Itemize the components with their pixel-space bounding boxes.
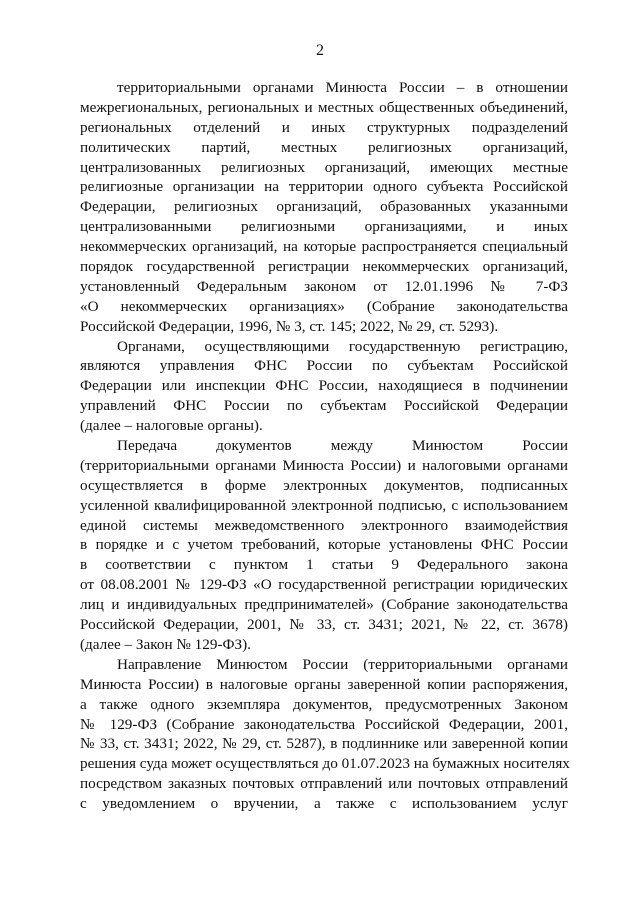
- text-line: № 33, ст. 3431; 2022, № 29, ст. 5287), в подлиннике или заверенной копии: [80, 735, 568, 753]
- text-line: «О некоммерческих организациях» (Собрание законодательства: [80, 297, 568, 315]
- text-line: а также одного экземпляра документов, предусмотренных Законом: [80, 695, 568, 713]
- text-line: являются управления ФНС России по субъектам Российской: [80, 357, 568, 375]
- text-line: № 129-ФЗ (Собрание законодательства Российской Федерации, 2001,: [80, 715, 568, 733]
- text-line: централизованными религиозными организациями, и иных: [80, 218, 568, 236]
- text-line: управлений ФНС России по субъектам Российской Федерации: [80, 397, 568, 415]
- page-number: 2: [316, 42, 324, 59]
- text-line: установленный Федеральным законом от 12.01.1996 № 7-ФЗ: [80, 277, 568, 295]
- text-line: централизованных религиозных организаций, имеющих местные: [80, 158, 568, 176]
- paragraph: [80, 78, 568, 337]
- text-line: Минюста России) в налоговые органы заверенной копии распоряжения,: [80, 675, 568, 693]
- text-line: лиц и индивидуальных предпринимателей» (Собрание законодательства: [80, 596, 568, 614]
- paragraph: [80, 436, 568, 655]
- text-line: с уведомлением о вручении, а также с использованием услуг: [80, 795, 568, 813]
- text-line: усиленной квалифицированной электронной подписью, с использованием: [80, 496, 568, 514]
- text-line: Федерации или инспекции ФНС России, находящиеся в подчинении: [80, 377, 568, 395]
- text-line: территориальными органами Минюста России – в отношении: [117, 79, 568, 96]
- text-line: региональных отделений и иных структурных подразделений: [80, 118, 568, 136]
- text-line: Направление Минюстом России (территориальными органами: [117, 655, 568, 673]
- text-line: в порядке и с учетом требований, которые установлены ФНС России: [80, 536, 568, 554]
- text-line: Органами, осуществляющими государственную регистрацию,: [117, 337, 568, 355]
- text-line: от 08.08.2001 № 129-ФЗ «О государственной регистрации юридических: [80, 576, 568, 594]
- text-line: религиозные организации на территории одного субъекта Российской: [80, 178, 568, 196]
- paragraph: [80, 337, 568, 436]
- text-line: Федерации, религиозных организаций, образованных указанными: [80, 198, 568, 216]
- text-line: осуществляется в форме электронных документов, подписанных: [80, 476, 568, 494]
- text-line: политических партий, местных религиозных организаций,: [80, 138, 568, 156]
- text-line: посредством заказных почтовых отправлений или почтовых отправлений: [80, 775, 568, 793]
- text-line: решения суда может осуществляться до 01.07.2023 на бумажных носителях: [80, 755, 570, 773]
- text-line: межрегиональных, региональных и местных общественных объединений,: [80, 98, 568, 116]
- text-line: Передача документов между Минюстом России: [117, 437, 568, 455]
- text-line: (территориальными органами Минюста России) и налоговыми органами: [80, 456, 568, 474]
- text-line: единой системы межведомственного электронного взаимодействия: [80, 516, 568, 534]
- paragraph: [80, 655, 568, 814]
- text-line: порядок государственной регистрации некоммерческих организаций,: [80, 258, 568, 276]
- text-line: Российской Федерации, 1996, № 3, ст. 145; 2022, № 29, ст. 5293).: [80, 317, 499, 335]
- text-line: в соответствии с пунктом 1 статьи 9 Федерального закона: [80, 556, 568, 574]
- text-line: (далее – налоговые органы).: [80, 417, 263, 435]
- text-line: некоммерческих организаций, на которые распространяется специальный: [80, 238, 568, 256]
- document-body: [80, 78, 568, 814]
- text-line: Российской Федерации, 2001, № 33, ст. 3431; 2021, № 22, ст. 3678): [80, 616, 568, 634]
- text-line: (далее – Закон № 129-ФЗ).: [80, 635, 251, 653]
